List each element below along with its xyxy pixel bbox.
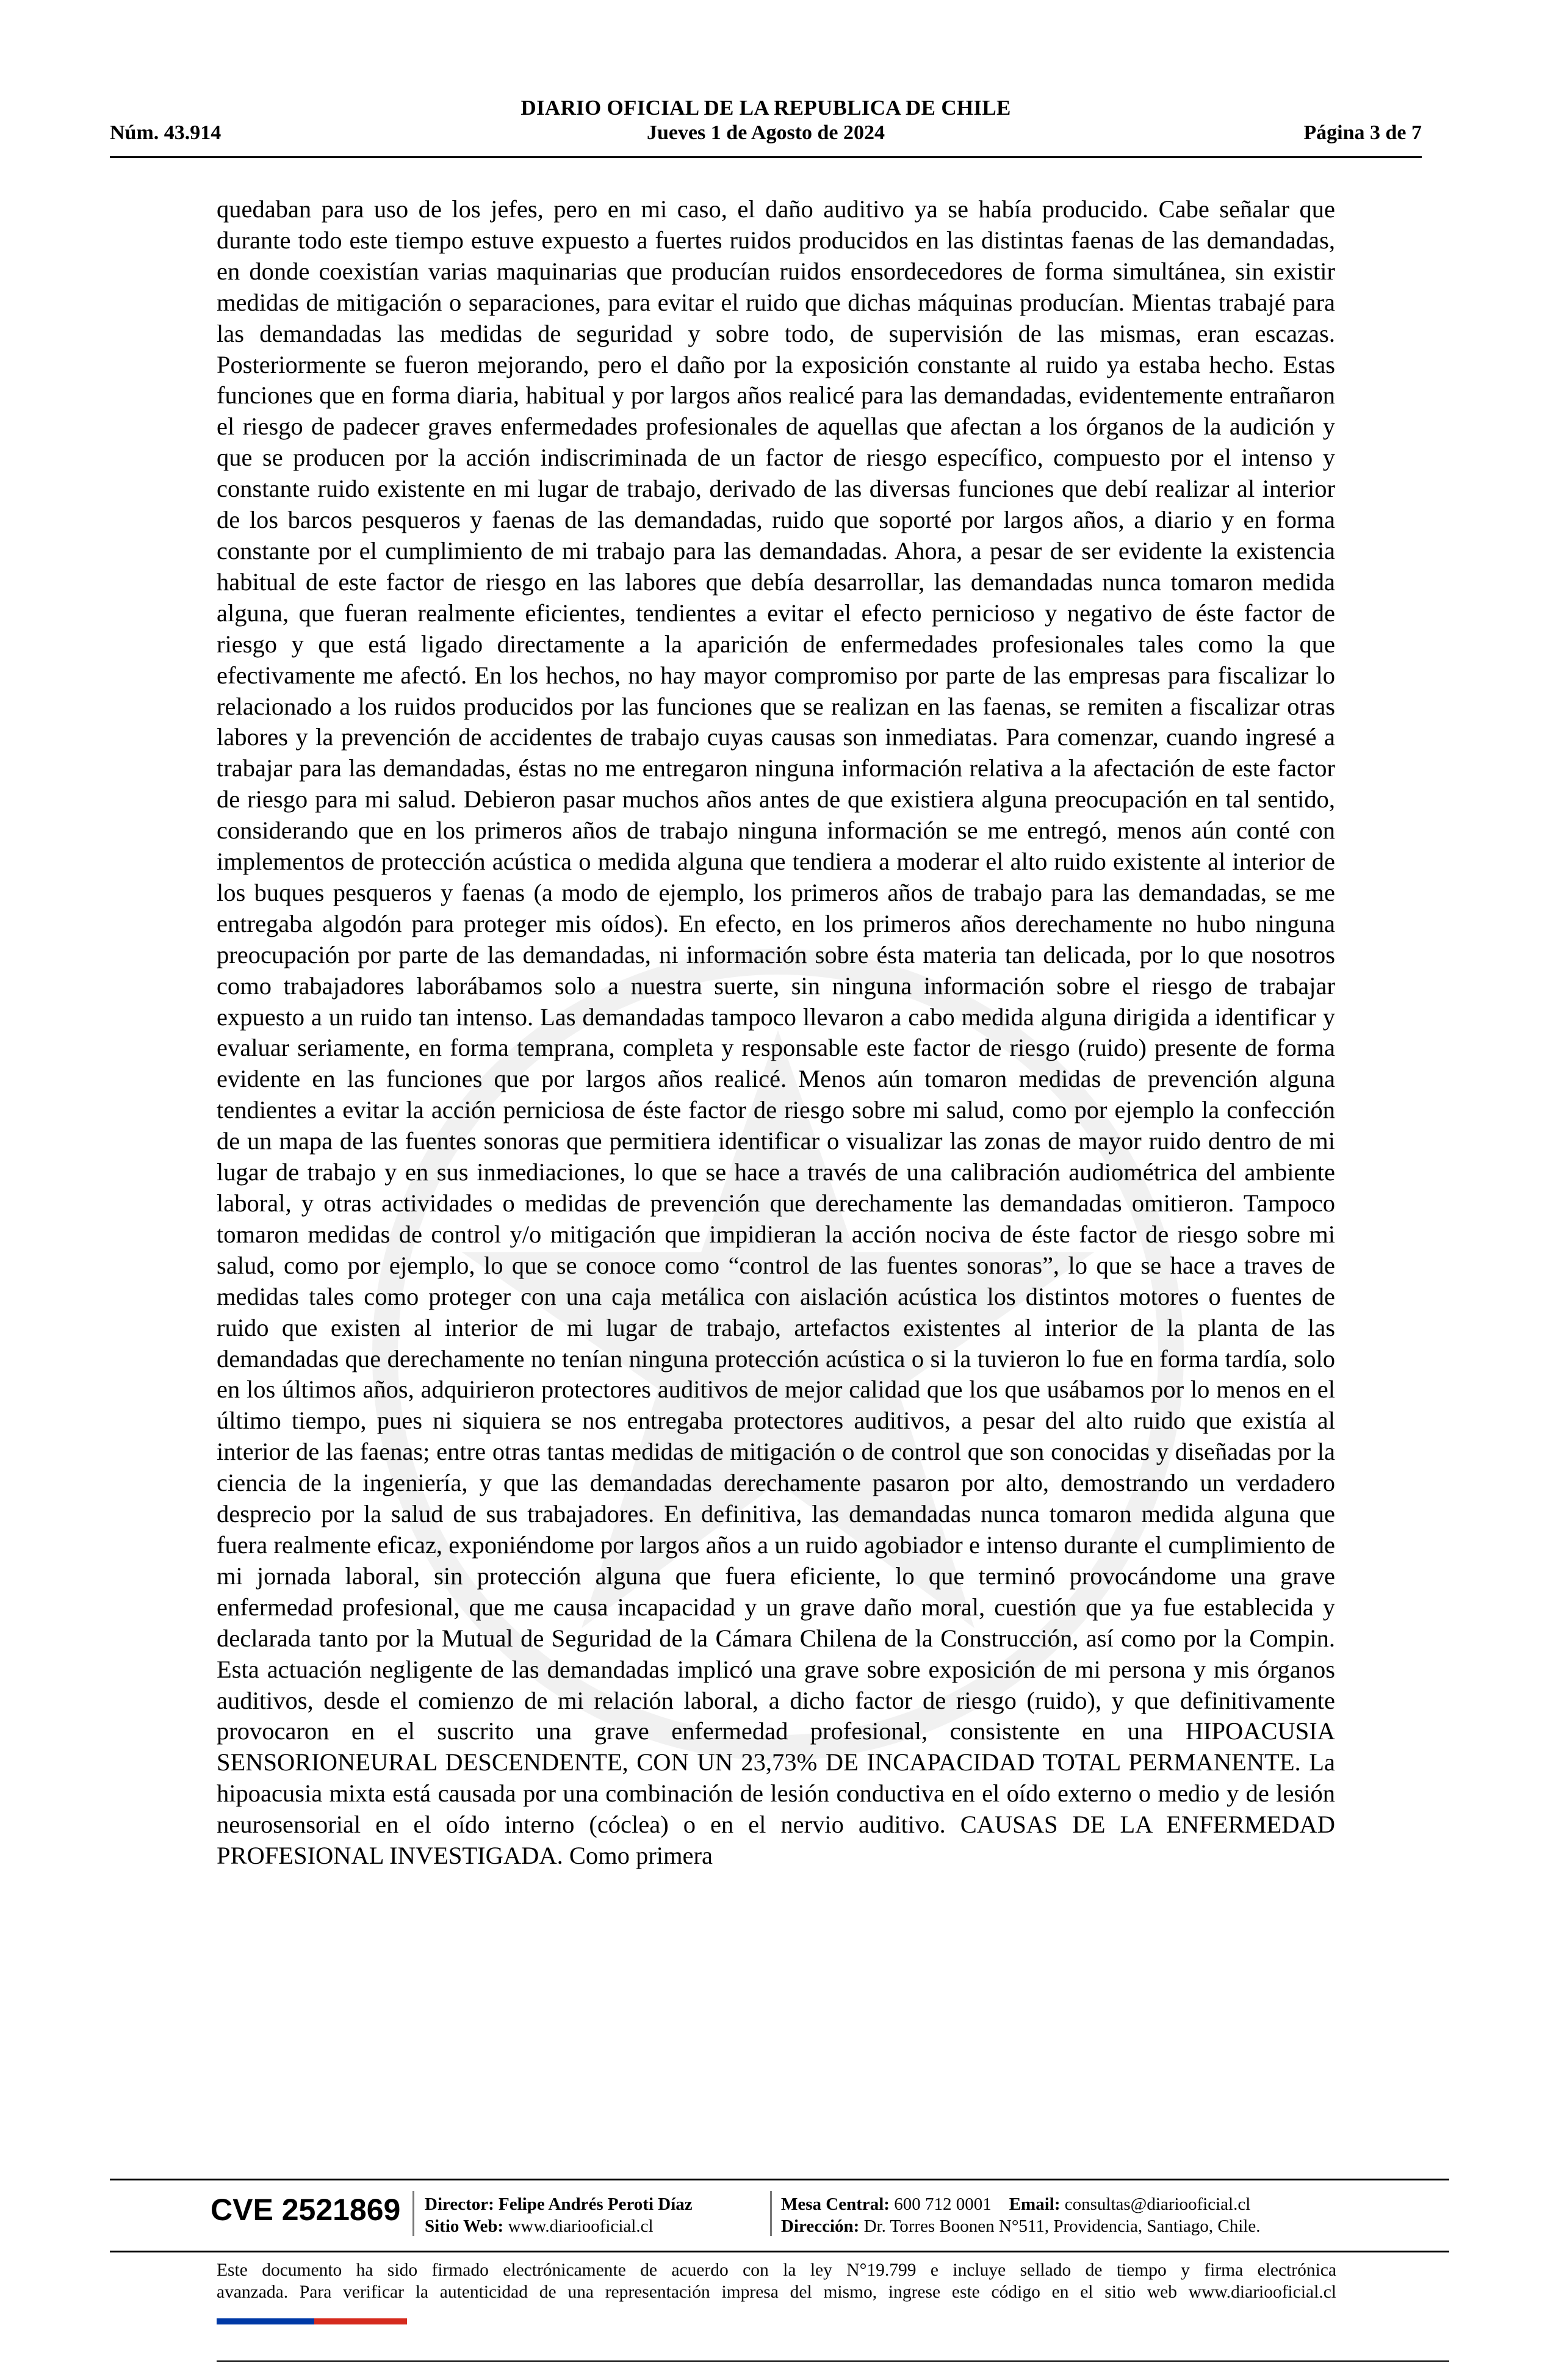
flag-blue-segment [217, 2318, 314, 2324]
issue-date: Jueves 1 de Agosto de 2024 [646, 121, 885, 144]
publication-title: DIARIO OFICIAL DE LA REPUBLICA DE CHILE [520, 96, 1011, 120]
address-value: Dr. Torres Boonen N°511, Providencia, Santiago, Chile. [863, 2216, 1261, 2236]
flag-red-segment [314, 2318, 407, 2324]
footer-divider-middle [110, 2251, 1449, 2252]
director-label: Director: [425, 2194, 494, 2214]
footer-director-block [425, 2193, 693, 2237]
director-name: Felipe Andrés Peroti Díaz [499, 2194, 693, 2214]
address-label: Dirección: [781, 2216, 860, 2236]
footer-divider-bottom [217, 2360, 1449, 2362]
legal-notice [217, 2259, 1336, 2303]
phone-value: 600 712 0001 [894, 2194, 992, 2214]
email-label: Email: [1009, 2194, 1061, 2214]
email-link[interactable]: consultas@diariooficial.cl [1064, 2194, 1251, 2214]
flag-color-bar [217, 2318, 407, 2324]
website-label: Sitio Web: [425, 2216, 504, 2236]
footer-separator [412, 2191, 414, 2236]
footer-contact-block [781, 2193, 1260, 2237]
issue-number: Núm. 43.914 [110, 121, 222, 144]
footer-separator [770, 2191, 772, 2236]
legal-notice-line: avanzada. Para verificar la autenticidad de una representación impresa del mismo, ingrese este código en el sitio web www.diariooficial.cl [217, 2282, 1336, 2302]
page-header [110, 95, 1422, 159]
page-indicator: Página 3 de 7 [1303, 121, 1422, 144]
cve-code: CVE 2521869 [211, 2193, 401, 2227]
document-body [217, 194, 1335, 1872]
legal-notice-line: Este documento ha sido firmado electrónicamente de acuerdo con la ley N°19.799 e incluye sellado de tiempo y firma electrónica [217, 2260, 1336, 2280]
header-divider [110, 156, 1422, 158]
website-link[interactable]: www.diariooficial.cl [508, 2216, 654, 2236]
phone-label: Mesa Central: [781, 2194, 890, 2214]
body-paragraph: quedaban para uso de los jefes, pero en mi caso, el daño auditivo ya se había producido. Cabe señalar que durante todo este tiempo estuve expuesto a fuertes ruidos producidos en las distintas faenas de las demandadas, en donde coexistían varias maquinarias que producían ruidos ensordecedores de forma simultánea, sin existir medidas de mitigación o separaciones, para evitar el ruido que dichas máquinas producían. Mientas trabajé para las demandadas las medidas de seguridad y sobre todo, de supervisión de las mismas, eran escazas. Posteriormente se fueron mejorando, pero el daño por la exposición constante al ruido ya estaba hecho. Estas funciones que en forma diaria, habitual y por largos años realicé para las demandadas, evidentemente entrañaron el riesgo de padecer graves enfermedades profesionales de aquellas que afectan a los órganos de la audición y que se producen por la acción indiscriminada de un factor de riesgo específico, compuesto por el intenso y constante ruido existente en mi lugar de trabajo, derivado de las diversas funciones que debí realizar al interior de los barcos pesqueros y faenas de las demandadas, ruido que soporté por largos años, a diario y en forma constante por el cumplimiento de mi trabajo para las demandadas. Ahora, a pesar de ser evidente la existencia habitual de este factor de riesgo en las labores que debía desarrollar, las demandadas nunca tomaron medida alguna, que fueran realmente eficientes, tendientes a evitar el efecto pernicioso y negativo de éste factor de riesgo y que está ligado directamente a la aparición de enfermedades profesionales tales como la que efectivamente me afectó. En los hechos, no hay mayor compromiso por parte de las empresas para fiscalizar lo relacionado a los ruidos producidos por las funciones que se realizan en las faenas, se remiten a fiscalizar otras labores y la prevención de accidentes de trabajo cuyas causas son inmediatas. Para comenzar, cuando ingresé a trabajar para las demandadas, éstas no me entregaron ninguna información relativa a la afectación de este factor de riesgo para mi salud. Debieron pasar muchos años antes de que existiera alguna preocupación en tal sentido, considerando que en los primeros años de trabajo ninguna información se me entregó, menos aún conté con implementos de protección acústica o medida alguna que tendiera a moderar el alto ruido existente al interior de los buques pesqueros y faenas (a modo de ejemplo, los primeros años de trabajo para las demandadas, se me entregaba algodón para proteger mis oídos). En efecto, en los primeros años derechamente no hubo ninguna preocupación por parte de las demandadas, ni información sobre ésta materia tan delicada, por lo que nosotros como trabajadores laborábamos solo a nuestra suerte, sin ninguna información sobre el riesgo de trabajar expuesto a un ruido tan intenso. Las demandadas tampoco llevaron a cabo medida alguna dirigida a identificar y evaluar seriamente, en forma temprana, completa y responsable este factor de riesgo (ruido) presente de forma evidente en las funciones que por largos años realicé. Menos aún tomaron medidas de prevención alguna tendientes a evitar la acción perniciosa de éste factor de riesgo sobre mi salud, como por ejemplo la confección de un mapa de las fuentes sonoras que permitiera identificar o visualizar las zonas de mayor ruido dentro de mi lugar de trabajo y en sus inmediaciones, lo que se hace a través de una calibración audiométrica del ambiente laboral, y otras actividades o medidas de prevención que derechamente las demandadas omitieron. Tampoco tomaron medidas de control y/o mitigación que impidieran la acción nociva de éste factor de riesgo sobre mi salud, como por ejemplo, lo que se conoce como “control de las fuentes sonoras”, lo que se hace a traves de medidas tales como proteger con una caja metálica con aislación acústica los distintos motores o fuentes de ruido que existen al interior de mi lugar de trabajo, artefactos existentes al interior de la planta de las demandadas que derechamente no tenían ninguna protección acústica o si la tuvieron lo fue en forma tardía, solo en los últimos años, adquirieron protectores auditivos de mejor calidad que los que usábamos por lo menos en el último tiempo, pues ni siquiera se nos entregaba protectores auditivos, a pesar del alto ruido que existía al interior de las faenas; entre otras tantas medidas de mitigación o de control que son conocidas y diseñadas por la ciencia de la ingeniería, y que las demandadas derechamente pasaron por alto, demostrando un verdadero desprecio por la salud de sus trabajadores. En definitiva, las demandadas nunca tomaron medida alguna que fuera realmente eficaz, exponiéndome por largos años a un ruido agobiador e intenso durante el cumplimiento de mi jornada laboral, sin protección alguna que fuera eficiente, lo que terminó provocándome una grave enfermedad profesional, que me causa incapacidad y un grave daño moral, cuestión que ya fue establecida y declarada tanto por la Mutual de Seguridad de la Cámara Chilena de la Construcción, así como por la Compin. Esta actuación negligente de las demandadas implicó una grave sobre exposición de mi persona y mis órganos auditivos, desde el comienzo de mi relación laboral, a dicho factor de riesgo (ruido), y que definitivamente provocaron en el suscrito una grave enfermedad profesional, consistente en una HIPOACUSIA SENSORIONEURAL DESCENDENTE, CON UN 23,73% DE INCAPACIDAD TOTAL PERMANENTE. La hipoacusia mixta está causada por una combinación de lesión conductiva en el oído externo o medio y de lesión neurosensorial en el oído interno (cóclea) o en el nervio auditivo. CAUSAS DE LA ENFERMEDAD PROFESIONAL INVESTIGADA. Como primera [217, 195, 1335, 1870]
footer-divider-top [110, 2179, 1449, 2180]
